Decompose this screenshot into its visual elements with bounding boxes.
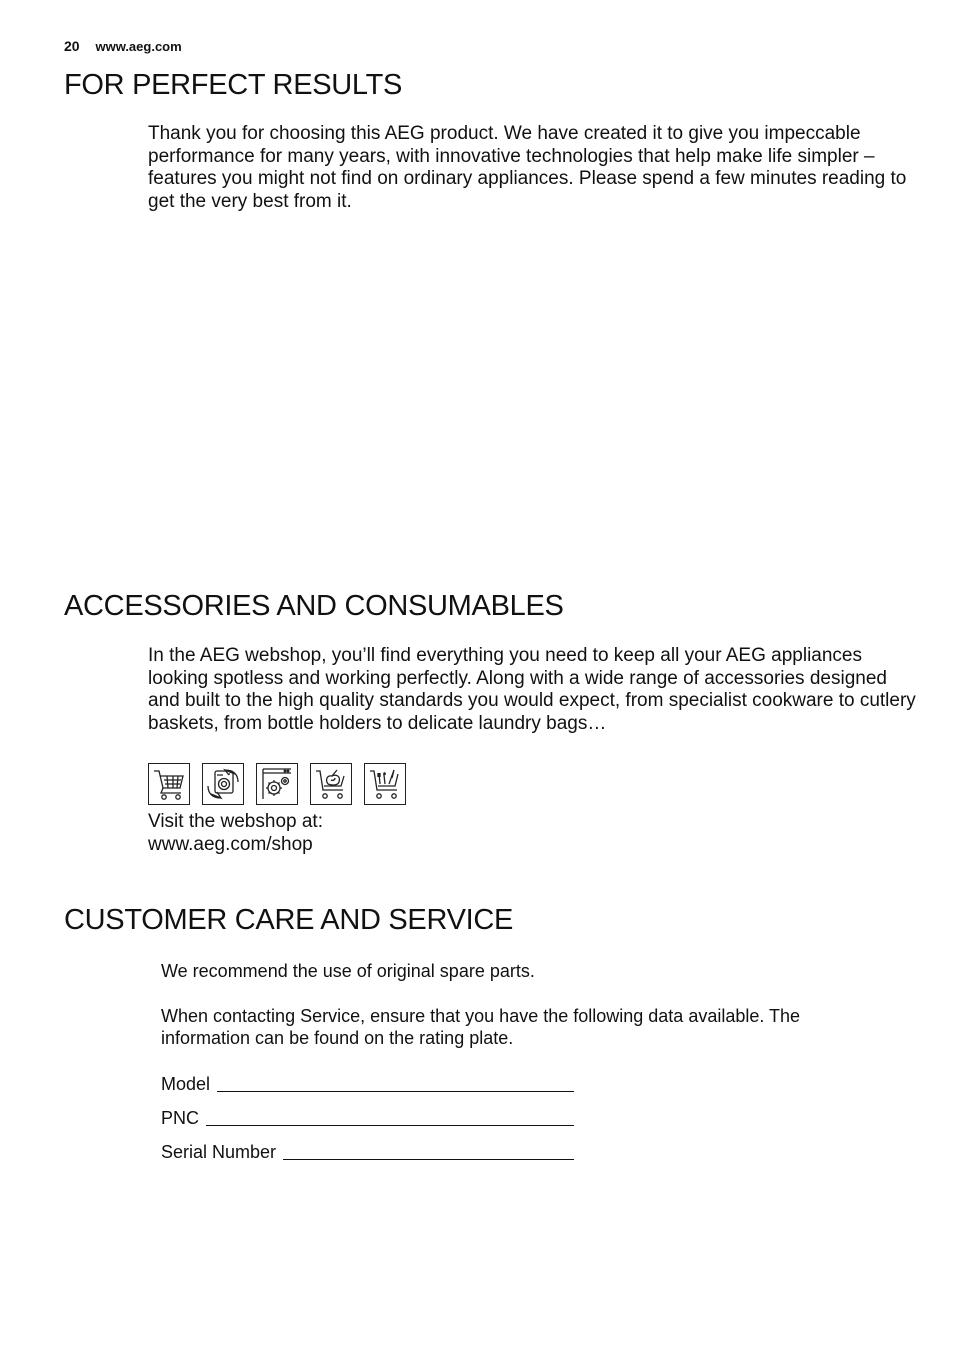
model-write-line[interactable] [217, 1091, 574, 1092]
webshop-url[interactable]: www.aeg.com/shop [148, 833, 313, 855]
pnc-write-line[interactable] [206, 1125, 574, 1126]
model-label: Model [161, 1074, 211, 1094]
webshop-visit-label: Visit the webshop at: [148, 811, 323, 832]
webshop-icons [148, 763, 406, 805]
section-title-accessories: ACCESSORIES AND CONSUMABLES [64, 590, 564, 622]
page-number: 20 [64, 38, 80, 54]
contact-service-paragraph: When contacting Service, ensure that you have the following data available. The information can be found on the rating plate. [161, 1006, 801, 1048]
serial-number-write-line[interactable] [283, 1159, 574, 1160]
accessories-paragraph: In the AEG webshop, you’ll find everything you need to keep all your AEG appliances looking spotless and working perfectly. Along with a wide range of accessories designed and built to the high quality standards you would expect, from specialist cookware to cutlery baskets, from bottle holders to delicate laundry bags… [148, 645, 916, 734]
cutlery-cart-icon [364, 763, 406, 805]
section-title-customer-care: CUSTOMER CARE AND SERVICE [64, 904, 514, 936]
laundry-bag-cart-icon [310, 763, 352, 805]
page-header [64, 38, 182, 54]
webshop-visit [148, 811, 548, 856]
pnc-field[interactable] [161, 1108, 574, 1129]
serial-number-field[interactable] [161, 1142, 574, 1163]
spare-parts-recommendation: We recommend the use of original spare parts. [161, 961, 535, 981]
serial-number-label: Serial Number [161, 1142, 277, 1162]
pnc-label: PNC [161, 1108, 200, 1128]
shopping-cart-icon [148, 763, 190, 805]
intro-paragraph: Thank you for choosing this AEG product. We have created it to give you impeccable performance for many years, with innovative technologies that help make life simpler – features you might not find on ordinary appliances. Please spend a few minutes reading to get the very best from it. [148, 123, 907, 212]
oven-gear-icon [256, 763, 298, 805]
website-url[interactable]: www.aeg.com [95, 39, 182, 54]
model-field[interactable] [161, 1074, 574, 1095]
section-title-perfect-results: FOR PERFECT RESULTS [64, 69, 403, 101]
washing-machine-icon [202, 763, 244, 805]
